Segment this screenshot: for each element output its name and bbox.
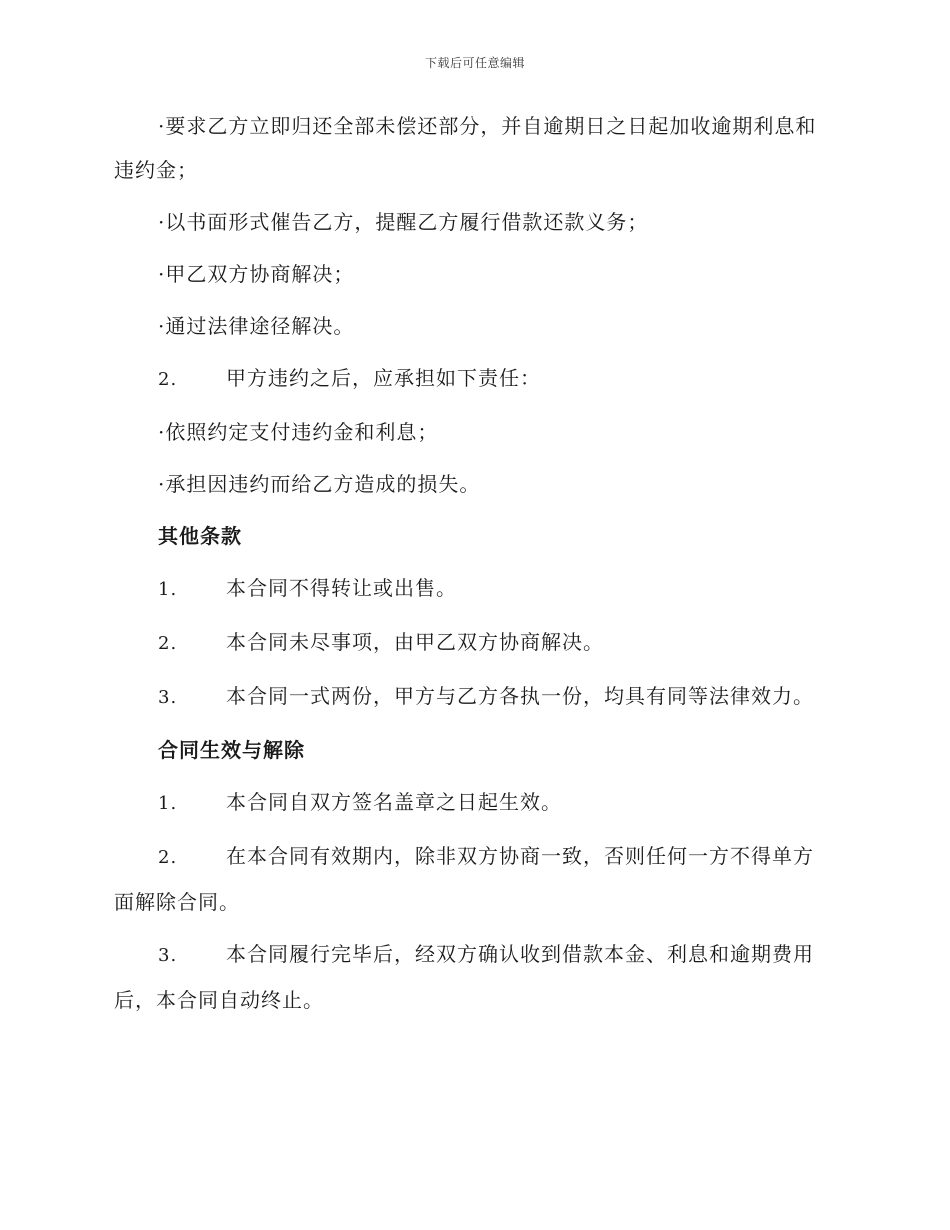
- page-header: 下载后可任意编辑: [424, 56, 525, 70]
- numbered-paragraph: [114, 674, 834, 720]
- bullet-paragraph: ·要求乙方立即归还全部未偿还部分，并自逾期日之日起加收逾期利息和违约金；: [114, 114, 817, 182]
- section-heading: 合同生效与解除: [158, 738, 305, 762]
- item-text: 本合同履行完毕后，经双方确认收到借款本金、利息和逾期费用后，本合同自动终止。: [114, 942, 814, 1012]
- item-text: 本合同一式两份，甲方与乙方各执一份，均具有同等法律效力。: [226, 684, 814, 708]
- numbered-paragraph: [114, 932, 834, 1022]
- bullet-paragraph: ·依照约定支付违约金和利息；: [158, 420, 439, 444]
- bullet-paragraph: ·甲乙双方协商解决；: [158, 262, 355, 286]
- numbered-paragraph: [114, 834, 834, 924]
- section-heading: 其他条款: [158, 524, 242, 548]
- item-text: 本合同自双方签名盖章之日起生效。: [226, 790, 562, 814]
- item-number: 2.: [158, 847, 178, 868]
- item-text: 在本合同有效期内，除非双方协商一致，否则任何一方不得单方面解除合同。: [114, 844, 814, 914]
- numbered-paragraph: [114, 780, 834, 826]
- item-text: 甲方违约之后，应承担如下责任：: [226, 366, 541, 390]
- item-number: 2.: [158, 369, 178, 390]
- bullet-paragraph: ·承担因违约而给乙方造成的损失。: [158, 472, 481, 496]
- document-body: [114, 104, 834, 1030]
- numbered-paragraph: [114, 356, 834, 402]
- bullet-paragraph: ·通过法律途径解决。: [158, 314, 355, 338]
- item-number: 3.: [158, 945, 178, 966]
- item-number: 1.: [158, 793, 178, 814]
- item-number: 1.: [158, 579, 178, 600]
- bullet-paragraph: ·以书面形式催告乙方，提醒乙方履行借款还款义务；: [158, 210, 649, 234]
- numbered-paragraph: [114, 566, 834, 612]
- item-number: 3.: [158, 687, 178, 708]
- item-text: 本合同未尽事项，由甲乙双方协商解决。: [226, 630, 604, 654]
- numbered-paragraph: [114, 620, 834, 666]
- item-number: 2.: [158, 633, 178, 654]
- item-text: 本合同不得转让或出售。: [226, 576, 457, 600]
